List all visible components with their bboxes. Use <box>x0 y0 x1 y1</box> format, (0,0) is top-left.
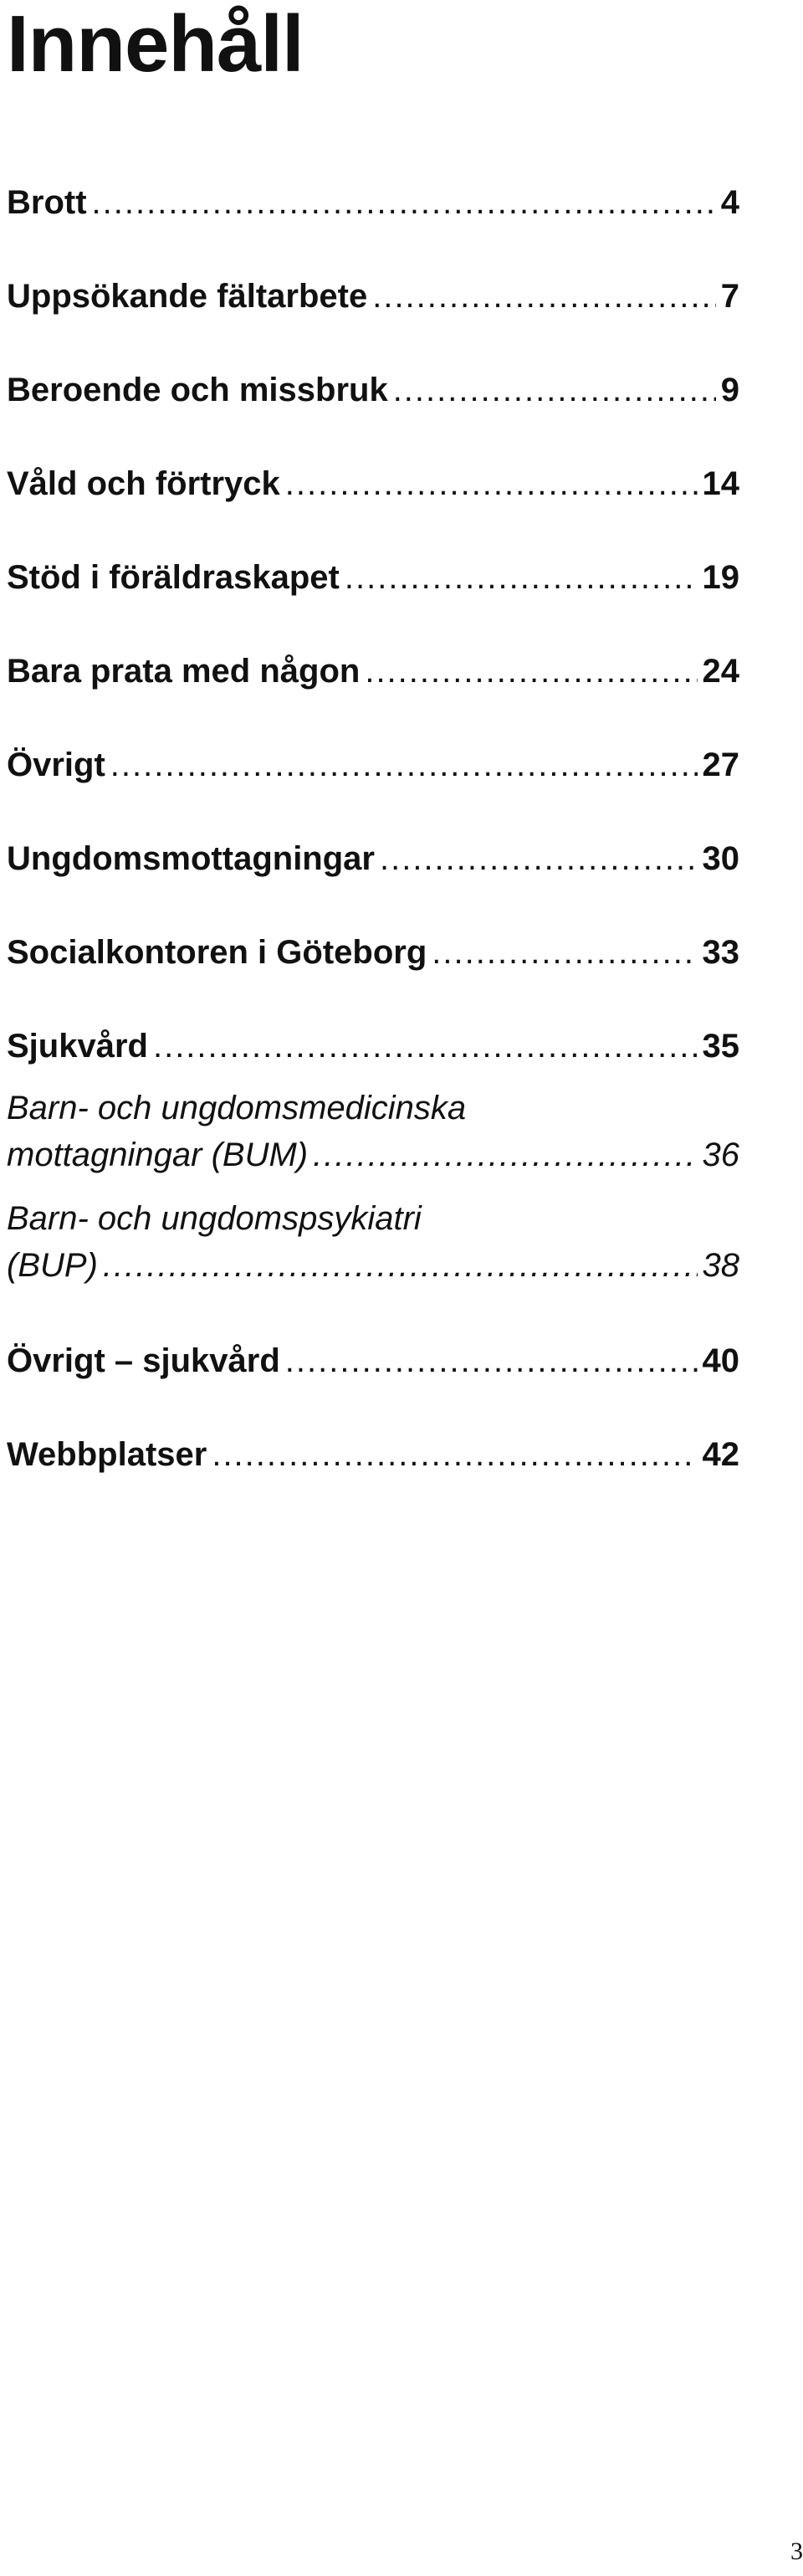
toc-entry-page: 33 <box>702 934 739 971</box>
toc-entry-page: 42 <box>702 1436 739 1473</box>
toc-entry-bup[interactable] <box>7 1195 739 1289</box>
toc-entry-page: 4 <box>720 184 739 221</box>
toc-entry-page: 36 <box>702 1137 739 1173</box>
toc-entry-label: Brott <box>7 184 87 221</box>
toc-entry-page: 9 <box>720 372 739 408</box>
dot-leader <box>380 835 698 882</box>
toc-entry-label: Uppsökande fältarbete <box>7 278 368 315</box>
dot-leader <box>92 179 716 226</box>
dot-leader <box>285 1337 698 1384</box>
toc-entry-sjukvard[interactable] <box>7 1023 739 1070</box>
toc-entry-ovrigt[interactable] <box>7 741 739 788</box>
toc-entry-label: Socialkontoren i Göteborg <box>7 934 427 971</box>
toc-entry-label: Ungdomsmottagningar <box>7 840 375 877</box>
toc-entry-bara-prata-med-nagon[interactable] <box>7 648 739 695</box>
dot-leader <box>110 741 698 788</box>
dot-leader <box>345 554 698 601</box>
dot-leader <box>432 929 697 976</box>
toc-entry-page: 19 <box>702 559 739 596</box>
toc-entry-label: Stöd i föräldraskapet <box>7 559 340 596</box>
dot-leader <box>365 648 697 695</box>
toc-entry-page: 30 <box>702 840 739 877</box>
toc-entry-page: 14 <box>702 465 739 502</box>
toc-entry-page: 38 <box>702 1247 739 1284</box>
toc-entry-page: 40 <box>702 1342 739 1379</box>
page-number: 3 <box>790 2538 803 2565</box>
toc-entry-ovrigt-sjukvard[interactable] <box>7 1337 739 1384</box>
page-title: Innehåll <box>7 0 304 89</box>
toc-entry-label-line1: Barn- och ungdomsmedicinska <box>7 1090 467 1126</box>
toc-entry-label: Beroende och missbruk <box>7 372 388 408</box>
toc-entry-page: 27 <box>702 747 739 783</box>
toc-entry-webbplatser[interactable] <box>7 1431 739 1478</box>
toc-entry-page: 24 <box>702 653 739 690</box>
toc-entry-label: mottagningar (BUM) <box>7 1137 309 1173</box>
toc-entry-uppsokande-faltarbete[interactable] <box>7 273 739 320</box>
toc-entry-bum[interactable] <box>7 1085 739 1178</box>
toc-entry-label: (BUP) <box>7 1247 98 1284</box>
toc-entry-stod-i-foraldraskapet[interactable] <box>7 554 739 601</box>
toc-entry-page: 35 <box>702 1028 739 1065</box>
dot-leader <box>313 1131 697 1178</box>
toc-entry-label-line1: Barn- och ungdomspsykiatri <box>7 1200 422 1237</box>
dot-leader <box>285 460 698 507</box>
toc-entry-label: Övrigt – sjukvård <box>7 1342 280 1379</box>
toc-entry-label: Våld och förtryck <box>7 465 280 502</box>
toc-entry-ungdomsmottagningar[interactable] <box>7 835 739 882</box>
dot-leader <box>393 367 716 413</box>
toc-entry-label: Övrigt <box>7 747 105 783</box>
toc-entry-page: 7 <box>720 278 739 315</box>
dot-leader <box>103 1242 698 1289</box>
dot-leader <box>212 1431 697 1478</box>
dot-leader <box>153 1023 698 1070</box>
toc-entry-beroende-och-missbruk[interactable] <box>7 367 739 413</box>
toc-entry-label: Webbplatser <box>7 1436 207 1473</box>
dot-leader <box>372 273 716 320</box>
toc-entry-socialkontoren-i-goteborg[interactable] <box>7 929 739 976</box>
toc-entry-brott[interactable] <box>7 179 739 226</box>
toc-entry-label: Sjukvård <box>7 1028 148 1065</box>
toc-entry-vald-och-fortryck[interactable] <box>7 460 739 507</box>
toc-entry-label: Bara prata med någon <box>7 653 361 690</box>
